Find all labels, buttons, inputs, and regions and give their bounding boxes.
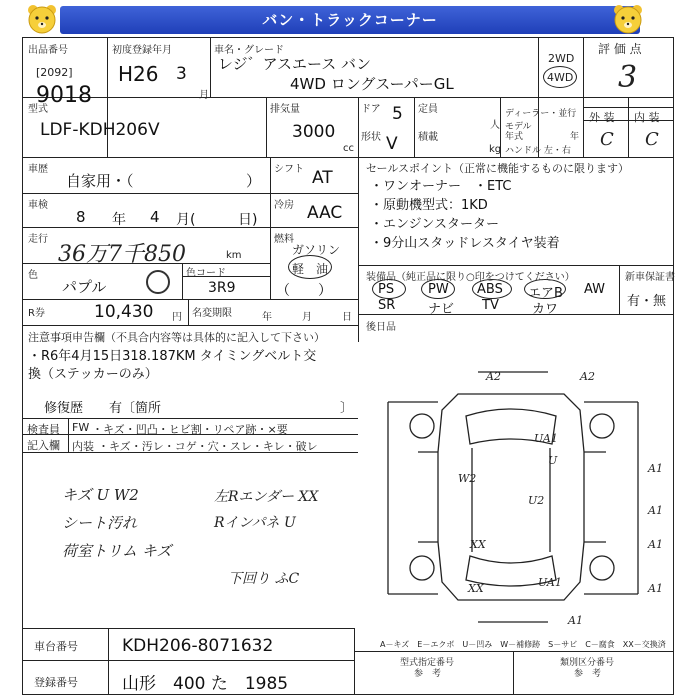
inspection-day-unit: 日) <box>238 212 258 228</box>
capacity-label: 定員 <box>418 104 438 115</box>
sales-point-item: ・エンジンスターター <box>370 217 499 232</box>
option-circle <box>524 279 566 299</box>
inspection-year: 8 <box>76 208 86 226</box>
history-close: ） <box>246 172 262 190</box>
bear-logo-right <box>610 2 646 38</box>
color-close: （ ） <box>276 283 332 299</box>
lot-label: 出品番号 <box>28 45 68 56</box>
handwritten-note: 下回り ふC <box>228 571 300 587</box>
handwritten-note: シート汚れ <box>62 514 138 532</box>
first-reg-month: 3 <box>176 64 187 84</box>
shift-value: AT <box>312 168 333 188</box>
dealer-line1: ディーラー・並行 <box>505 109 577 119</box>
option-circle <box>472 279 512 299</box>
notes-label: 注意事項申告欄（不具合内容等は具体的に記入して下さい） <box>28 331 325 344</box>
option-sr: SR <box>378 298 396 313</box>
chassis-value: KDH206-8071632 <box>122 636 274 656</box>
damage-mark: A1 <box>648 582 663 595</box>
sales-point-item: ・ワンオーナー ・ETC <box>370 179 512 194</box>
exterior-marks: ・キズ・凹凸・ヒビ割・リペア跡・×要 <box>92 423 288 436</box>
shift-label: シフト <box>274 164 304 175</box>
lot-session: [2092] <box>36 66 73 79</box>
notes-line1: ・R6年4月15日318.187KM タイミングベルト交 <box>28 349 317 364</box>
option-circle <box>372 279 406 299</box>
damage-mark: UA1 <box>534 432 558 445</box>
exterior-label: 外 装 <box>589 111 615 124</box>
damage-mark: W2 <box>458 472 477 485</box>
class-number-sub: 参 考 <box>574 669 602 679</box>
sales-point-item: ・9分山スタッドレスタイヤ装着 <box>370 236 560 251</box>
score-label: 評 価 点 <box>598 42 642 56</box>
exterior-grade: C <box>600 129 614 150</box>
capacity-unit: 人 <box>490 120 500 131</box>
displacement-unit: cc <box>343 143 354 154</box>
car-damage-diagram <box>358 342 674 642</box>
class-number-label: 類別区分番号 <box>560 658 615 668</box>
color-code-label: 色コード <box>186 268 226 279</box>
handwritten-note: 荷室トリム キズ <box>62 542 172 560</box>
damage-legend: A－キズ E－エクボ U－凹み W－補修跡 S－サビ C－腐食 XX－交換済 <box>380 640 666 649</box>
inspection-year-unit: 年 <box>112 212 126 228</box>
load-label: 積載 <box>418 132 438 143</box>
damage-mark: XX <box>468 582 484 595</box>
sales-points-list <box>370 177 560 253</box>
sales-points-label: セールスポイント（正常に機能するものに限ります） <box>366 162 630 175</box>
fuel-gasoline: ガソリン <box>292 243 341 257</box>
score-value: 3 <box>618 60 638 95</box>
damage-mark: A1 <box>648 504 663 517</box>
option-airbag: エアB <box>528 286 563 301</box>
dealer-line2: モデル <box>505 122 532 132</box>
first-reg-year: H26 <box>118 62 159 86</box>
dealer-line3: 年式 <box>505 132 524 142</box>
option-ps: PS <box>378 282 395 297</box>
load-unit: kg <box>489 144 502 155</box>
chassis-label: 車台番号 <box>34 640 78 653</box>
equipment-label: 後日品 <box>366 322 396 333</box>
option-circle <box>421 279 455 299</box>
plate-label: 登録番号 <box>34 676 78 689</box>
name-change-year: 年 <box>262 312 272 323</box>
recycle-unit: 円 <box>172 312 182 323</box>
option-aw: AW <box>584 282 606 297</box>
exterior-marks-label: FW <box>72 421 90 434</box>
header-bar <box>60 6 640 34</box>
ac-label: 冷房 <box>274 200 294 211</box>
interior-marks: ・キズ・汚レ・コゲ・穴・スレ・キレ・破レ <box>98 440 318 453</box>
handwritten-note: 左Rエンダー XX <box>214 489 319 505</box>
damage-mark: A1 <box>568 614 583 627</box>
dealer-line4: ハンドル 左・右 <box>505 146 571 156</box>
repair-history: 修復歴 有〔箇所 <box>44 401 162 416</box>
inspector-label-2: 記入欄 <box>27 439 60 452</box>
handwritten-note: キズ U W2 <box>62 486 139 504</box>
car-name-label: 車名・グレード <box>214 45 284 56</box>
damage-mark: A2 <box>580 370 595 383</box>
header-title: バン・トラックコーナー <box>262 11 438 29</box>
notes-line2: 換（ステッカーのみ） <box>28 367 158 382</box>
sales-point-item: ・原動機型式：1KD <box>370 198 488 213</box>
car-name-line1: レジ゛アスエース バン <box>218 55 372 73</box>
damage-mark: U <box>548 454 558 467</box>
type-number-sub: 参 考 <box>414 669 442 679</box>
inspection-label: 車検 <box>28 200 48 211</box>
plate-value: 山形 400 た 1985 <box>122 674 289 694</box>
color-code: 3R9 <box>208 280 236 296</box>
doors-label: ドア <box>361 104 381 115</box>
shape-value: V <box>386 134 398 154</box>
inspector-label: 検査員 <box>27 423 60 436</box>
history-value: 自家用・（ <box>66 172 134 190</box>
color-value: パプル <box>62 278 107 296</box>
bear-logo-left <box>24 2 60 38</box>
interior-grade: C <box>645 129 659 150</box>
warranty-value: 有・無 <box>627 294 667 309</box>
repair-close: 〕 <box>340 401 354 416</box>
option-leather: カワ <box>532 302 559 317</box>
damage-mark: U2 <box>528 494 545 507</box>
drive-label: 2WD <box>548 52 575 65</box>
stamp-icon <box>146 270 170 294</box>
mileage-value: 36万7千850 <box>58 242 186 267</box>
history-label: 車歴 <box>28 164 48 175</box>
model-value: LDF-KDH206V <box>40 120 160 140</box>
damage-mark: XX <box>470 538 486 551</box>
interior-label: 内 装 <box>634 111 660 124</box>
handwritten-note: Rインパネ U <box>214 515 296 531</box>
displacement-label: 排気量 <box>270 104 300 115</box>
dealer-year-unit: 年 <box>570 132 580 142</box>
option-navi: ナビ <box>428 302 455 317</box>
model-label: 型式 <box>28 104 48 115</box>
car-name-line2: 4WD ロングスーパーGL <box>290 75 454 93</box>
damage-mark: UA1 <box>538 576 562 589</box>
options-label: 装備品（純正品に限り○印をつけてください） <box>366 272 575 283</box>
name-change-month: 月 <box>302 312 312 323</box>
mileage-unit: km <box>226 250 242 261</box>
option-tv: TV <box>482 298 499 313</box>
option-abs: ABS <box>477 282 503 297</box>
inspection-month-unit: 月( <box>176 212 196 228</box>
name-change-day: 日 <box>342 312 352 323</box>
drive-value: 4WD <box>547 71 574 84</box>
name-change-label: 名変期限 <box>192 308 232 319</box>
inspection-month: 4 <box>150 208 160 226</box>
damage-mark: A1 <box>648 538 663 551</box>
fuel-diesel-circle <box>288 255 332 279</box>
damage-mark: A2 <box>486 370 501 383</box>
fuel-diesel: 軽 油 <box>292 262 329 276</box>
color-label: 色 <box>28 270 38 281</box>
shape-label: 形状 <box>361 132 381 143</box>
first-reg-month-unit: 月 <box>199 90 209 101</box>
fuel-label: 燃料 <box>274 234 294 245</box>
first-reg-label: 初度登録年月 <box>112 45 172 56</box>
interior-marks-label: 内装 <box>72 440 94 453</box>
option-pw: PW <box>428 282 449 297</box>
doors-value: 5 <box>392 104 403 124</box>
displacement-value: 3000 <box>292 122 336 142</box>
recycle-value: 10,430 <box>94 302 154 322</box>
recycle-label: R券 <box>28 308 45 319</box>
warranty-label: 新車保証書 <box>625 272 675 283</box>
damage-mark: A1 <box>648 462 663 475</box>
lot-number: 9018 <box>36 83 92 108</box>
ac-value: AAC <box>307 203 343 223</box>
type-number-label: 型式指定番号 <box>400 658 455 668</box>
mileage-label: 走行 <box>28 234 48 245</box>
